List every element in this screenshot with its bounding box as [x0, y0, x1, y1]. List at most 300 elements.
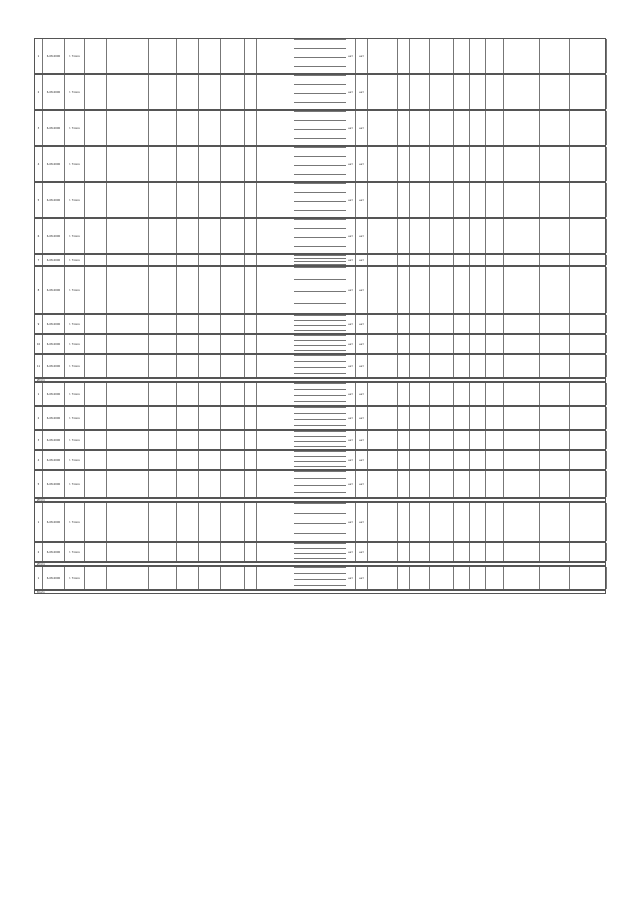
cell-c17 — [430, 183, 454, 217]
cell-c19 — [470, 39, 486, 73]
cell-yes — [245, 335, 257, 353]
cell-c12: нет — [346, 543, 356, 561]
cell-auth — [107, 315, 149, 333]
sub-row-label — [294, 84, 346, 93]
cell-c14 — [368, 111, 398, 145]
cell-c23 — [570, 267, 607, 313]
cell-kind — [398, 315, 410, 333]
cell-auth — [107, 451, 149, 469]
cell-c19 — [470, 503, 486, 541]
cell-loc: г. Томск — [65, 503, 85, 541]
cell-c12: нет — [346, 471, 356, 497]
cell-place — [221, 183, 245, 217]
cell-time — [199, 75, 221, 109]
cell-c12: нет — [346, 567, 356, 589]
cell-c16 — [410, 407, 430, 429]
cell-code: 6-08-0000 — [43, 451, 65, 469]
cell-c14 — [368, 219, 398, 253]
cell-yes — [245, 471, 257, 497]
cell-c17 — [430, 315, 454, 333]
cell-c13: нет — [356, 183, 368, 217]
cell-price — [177, 315, 199, 333]
cell-price — [177, 255, 199, 265]
cell-kind — [398, 39, 410, 73]
cell-c21 — [504, 315, 540, 333]
cell-n: 2 — [35, 75, 43, 109]
cell-c16 — [410, 431, 430, 449]
cell-c20 — [486, 451, 504, 469]
cell-price — [177, 503, 199, 541]
cell-c12: нет — [346, 267, 356, 313]
cell-c18 — [454, 75, 470, 109]
cell-code: 6-08-0000 — [43, 567, 65, 589]
cell-n: 9 — [35, 315, 43, 333]
cell-time — [199, 183, 221, 217]
cell-place — [221, 503, 245, 541]
cell-c21 — [504, 335, 540, 353]
cell-c23 — [570, 451, 607, 469]
cell-rep — [85, 147, 107, 181]
cell-kind — [398, 255, 410, 265]
cell-c19 — [470, 111, 486, 145]
cell-c17 — [430, 355, 454, 377]
cell-c21 — [504, 183, 540, 217]
cell-place — [221, 451, 245, 469]
sub-row-label — [294, 523, 346, 533]
cell-kind — [398, 543, 410, 561]
cell-kind — [398, 383, 410, 405]
cell-code: 6-08-0000 — [43, 471, 65, 497]
cell-place — [221, 543, 245, 561]
cell-c12: нет — [346, 335, 356, 353]
cell-loc: г. Томск — [65, 315, 85, 333]
cell-c17 — [430, 255, 454, 265]
cell-place — [221, 75, 245, 109]
cell-n: 4 — [35, 451, 43, 469]
cell-code: 6-08-0000 — [43, 255, 65, 265]
table-row — [34, 430, 606, 450]
cell-date — [149, 407, 177, 429]
table-row — [34, 314, 606, 334]
cell-time — [199, 335, 221, 353]
cell-c21 — [504, 111, 540, 145]
cell-c16 — [410, 219, 430, 253]
cell-price — [177, 383, 199, 405]
table-row — [34, 218, 606, 254]
cell-n: 3 — [35, 431, 43, 449]
cell-time — [199, 267, 221, 313]
cell-c16 — [410, 147, 430, 181]
sub-row-label — [294, 267, 346, 279]
cell-c17 — [430, 431, 454, 449]
cell-date — [149, 39, 177, 73]
cell-loc: г. Томск — [65, 383, 85, 405]
cell-c14 — [368, 147, 398, 181]
cell-rep — [85, 451, 107, 469]
cell-c17 — [430, 383, 454, 405]
cell-c12: нет — [346, 39, 356, 73]
cell-place — [221, 219, 245, 253]
cell-time — [199, 431, 221, 449]
cell-c20 — [486, 267, 504, 313]
cell-rep — [85, 567, 107, 589]
cell-c21 — [504, 383, 540, 405]
cell-c21 — [504, 503, 540, 541]
cell-c23 — [570, 39, 607, 73]
cell-c13: нет — [356, 471, 368, 497]
cell-yes — [245, 255, 257, 265]
cell-n: 4 — [35, 147, 43, 181]
cell-c18 — [454, 183, 470, 217]
cell-c16 — [410, 567, 430, 589]
cell-place — [221, 355, 245, 377]
table-row — [34, 146, 606, 182]
cell-c23 — [570, 111, 607, 145]
cell-c19 — [470, 75, 486, 109]
cell-auth — [107, 431, 149, 449]
cell-yes — [245, 355, 257, 377]
cell-yes — [245, 431, 257, 449]
cell-date — [149, 383, 177, 405]
cell-c23 — [570, 183, 607, 217]
cell-c23 — [570, 219, 607, 253]
cell-c13: нет — [356, 75, 368, 109]
cell-c23 — [570, 383, 607, 405]
cell-rep — [85, 407, 107, 429]
cell-c17 — [430, 39, 454, 73]
cell-kind — [398, 147, 410, 181]
cell-price — [177, 75, 199, 109]
cell-loc: г. Томск — [65, 543, 85, 561]
cell-auth — [107, 147, 149, 181]
cell-auth — [107, 407, 149, 429]
cell-c14 — [368, 471, 398, 497]
cell-n: 2 — [35, 407, 43, 429]
table-row — [34, 266, 606, 314]
cell-c19 — [470, 431, 486, 449]
cell-c19 — [470, 567, 486, 589]
cell-c20 — [486, 75, 504, 109]
cell-c23 — [570, 503, 607, 541]
sub-row-label — [294, 183, 346, 192]
table-row — [34, 354, 606, 378]
sub-row-label — [294, 513, 346, 523]
cell-auth — [107, 335, 149, 353]
cell-kind — [398, 267, 410, 313]
cell-date — [149, 431, 177, 449]
cell-c22 — [540, 355, 570, 377]
cell-loc: г. Томск — [65, 147, 85, 181]
cell-loc: г. Томск — [65, 219, 85, 253]
cell-auth — [107, 543, 149, 561]
cell-c16 — [410, 355, 430, 377]
cell-c20 — [486, 567, 504, 589]
cell-c13: нет — [356, 383, 368, 405]
cell-price — [177, 407, 199, 429]
cell-c17 — [430, 75, 454, 109]
table-row — [34, 38, 606, 74]
cell-c18 — [454, 383, 470, 405]
cell-c13: нет — [356, 39, 368, 73]
cell-rep — [85, 471, 107, 497]
cell-code: 6-08-0000 — [43, 407, 65, 429]
cell-c16 — [410, 335, 430, 353]
cell-c12: нет — [346, 451, 356, 469]
cell-c20 — [486, 407, 504, 429]
cell-c16 — [410, 39, 430, 73]
cell-loc: г. Томск — [65, 75, 85, 109]
cell-code: 6-08-0000 — [43, 383, 65, 405]
cell-time — [199, 111, 221, 145]
cell-rep — [85, 183, 107, 217]
cell-c20 — [486, 503, 504, 541]
sub-row-label — [294, 147, 346, 156]
sub-row-label — [294, 228, 346, 237]
sub-row-label — [294, 39, 346, 48]
cell-loc: г. Томск — [65, 567, 85, 589]
cell-c16 — [410, 503, 430, 541]
sub-row-label — [294, 48, 346, 57]
cell-yes — [245, 183, 257, 217]
cell-price — [177, 355, 199, 377]
cell-c19 — [470, 335, 486, 353]
cell-c23 — [570, 315, 607, 333]
cell-kind — [398, 407, 410, 429]
cell-rep — [85, 255, 107, 265]
cell-c21 — [504, 471, 540, 497]
cell-loc: г. Томск — [65, 39, 85, 73]
cell-kind — [398, 451, 410, 469]
cell-loc: г. Томск — [65, 355, 85, 377]
cell-c21 — [504, 567, 540, 589]
sub-row-label — [294, 478, 346, 485]
cell-c23 — [570, 471, 607, 497]
cell-kind — [398, 567, 410, 589]
cell-date — [149, 147, 177, 181]
cell-c16 — [410, 183, 430, 217]
cell-c13: нет — [356, 503, 368, 541]
cell-c23 — [570, 431, 607, 449]
cell-c12: нет — [346, 355, 356, 377]
cell-c22 — [540, 431, 570, 449]
cell-c20 — [486, 315, 504, 333]
cell-auth — [107, 471, 149, 497]
cell-c19 — [470, 219, 486, 253]
cell-code: 6-08-0000 — [43, 183, 65, 217]
cell-code: 6-08-0000 — [43, 431, 65, 449]
cell-c17 — [430, 267, 454, 313]
cell-yes — [245, 111, 257, 145]
cell-time — [199, 39, 221, 73]
cell-auth — [107, 183, 149, 217]
cell-yes — [245, 451, 257, 469]
cell-place — [221, 407, 245, 429]
table-row — [34, 74, 606, 110]
cell-c18 — [454, 267, 470, 313]
cell-code: 6-08-0000 — [43, 219, 65, 253]
cell-n: 1 — [35, 567, 43, 589]
sub-row-label — [294, 485, 346, 492]
cell-c23 — [570, 255, 607, 265]
cell-yes — [245, 383, 257, 405]
cell-place — [221, 267, 245, 313]
cell-yes — [245, 315, 257, 333]
sub-row-label — [294, 192, 346, 201]
cell-c22 — [540, 407, 570, 429]
cell-kind — [398, 355, 410, 377]
table-row — [34, 406, 606, 430]
cell-c13: нет — [356, 255, 368, 265]
cell-c21 — [504, 147, 540, 181]
cell-code: 6-08-0000 — [43, 315, 65, 333]
cell-c18 — [454, 147, 470, 181]
table-row — [34, 182, 606, 218]
cell-rep — [85, 315, 107, 333]
cell-yes — [245, 407, 257, 429]
cell-n: 11 — [35, 355, 43, 377]
cell-c23 — [570, 147, 607, 181]
cell-c13: нет — [356, 407, 368, 429]
sub-row-label — [294, 291, 346, 303]
table-row — [34, 502, 606, 542]
cell-code: 6-08-0000 — [43, 111, 65, 145]
cell-c16 — [410, 543, 430, 561]
cell-c18 — [454, 111, 470, 145]
sub-row-label — [294, 219, 346, 228]
cell-c16 — [410, 111, 430, 145]
cell-time — [199, 543, 221, 561]
cell-time — [199, 219, 221, 253]
cell-c21 — [504, 75, 540, 109]
section-total-label: Итого — [37, 563, 45, 566]
cell-price — [177, 39, 199, 73]
cell-n: 7 — [35, 255, 43, 265]
cell-c13: нет — [356, 355, 368, 377]
cell-c17 — [430, 111, 454, 145]
cell-yes — [245, 219, 257, 253]
cell-price — [177, 147, 199, 181]
cell-c12: нет — [346, 383, 356, 405]
cell-c14 — [368, 431, 398, 449]
sub-row-label — [294, 111, 346, 120]
sub-row-label — [294, 165, 346, 174]
cell-c22 — [540, 39, 570, 73]
cell-c13: нет — [356, 147, 368, 181]
cell-date — [149, 267, 177, 313]
cell-n: 1 — [35, 383, 43, 405]
cell-c17 — [430, 147, 454, 181]
table-row — [34, 334, 606, 354]
cell-c22 — [540, 219, 570, 253]
cell-c22 — [540, 383, 570, 405]
cell-c22 — [540, 567, 570, 589]
cell-c18 — [454, 315, 470, 333]
cell-c14 — [368, 543, 398, 561]
cell-code: 6-08-0000 — [43, 543, 65, 561]
cell-c22 — [540, 335, 570, 353]
cell-place — [221, 431, 245, 449]
cell-c18 — [454, 471, 470, 497]
cell-yes — [245, 39, 257, 73]
cell-n: 1 — [35, 39, 43, 73]
cell-c16 — [410, 75, 430, 109]
cell-auth — [107, 383, 149, 405]
cell-rep — [85, 355, 107, 377]
cell-c12: нет — [346, 407, 356, 429]
cell-c19 — [470, 355, 486, 377]
cell-time — [199, 147, 221, 181]
section-total-label: Итого — [37, 379, 45, 382]
cell-rep — [85, 543, 107, 561]
grand-total-label: Всего — [37, 591, 45, 594]
cell-c21 — [504, 431, 540, 449]
cell-c17 — [430, 219, 454, 253]
cell-c20 — [486, 471, 504, 497]
cell-c21 — [504, 255, 540, 265]
cell-kind — [398, 431, 410, 449]
cell-c16 — [410, 255, 430, 265]
cell-c17 — [430, 503, 454, 541]
cell-rep — [85, 431, 107, 449]
cell-yes — [245, 75, 257, 109]
cell-code: 6-08-0000 — [43, 267, 65, 313]
sub-row-label — [294, 57, 346, 66]
cell-c14 — [368, 451, 398, 469]
cell-place — [221, 335, 245, 353]
cell-c21 — [504, 39, 540, 73]
cell-time — [199, 451, 221, 469]
cell-yes — [245, 543, 257, 561]
cell-c20 — [486, 335, 504, 353]
sub-row-label — [294, 279, 346, 291]
cell-code: 6-08-0000 — [43, 355, 65, 377]
cell-c14 — [368, 183, 398, 217]
cell-c12: нет — [346, 219, 356, 253]
cell-c20 — [486, 431, 504, 449]
cell-date — [149, 567, 177, 589]
table-row — [34, 542, 606, 562]
cell-c14 — [368, 315, 398, 333]
cell-c22 — [540, 451, 570, 469]
cell-time — [199, 503, 221, 541]
cell-c18 — [454, 503, 470, 541]
cell-c22 — [540, 147, 570, 181]
cell-c19 — [470, 267, 486, 313]
cell-c21 — [504, 451, 540, 469]
sub-row-label — [294, 201, 346, 210]
cell-c12: нет — [346, 315, 356, 333]
cell-c22 — [540, 543, 570, 561]
cell-auth — [107, 355, 149, 377]
sub-row-label — [294, 237, 346, 246]
cell-auth — [107, 255, 149, 265]
cell-price — [177, 219, 199, 253]
cell-price — [177, 335, 199, 353]
cell-c19 — [470, 451, 486, 469]
cell-loc: г. Томск — [65, 335, 85, 353]
cell-c14 — [368, 39, 398, 73]
cell-place — [221, 471, 245, 497]
table-row — [34, 450, 606, 470]
cell-kind — [398, 75, 410, 109]
cell-kind — [398, 219, 410, 253]
cell-c13: нет — [356, 567, 368, 589]
cell-code: 6-08-0000 — [43, 39, 65, 73]
cell-c21 — [504, 407, 540, 429]
cell-time — [199, 355, 221, 377]
cell-rep — [85, 75, 107, 109]
cell-c12: нет — [346, 75, 356, 109]
